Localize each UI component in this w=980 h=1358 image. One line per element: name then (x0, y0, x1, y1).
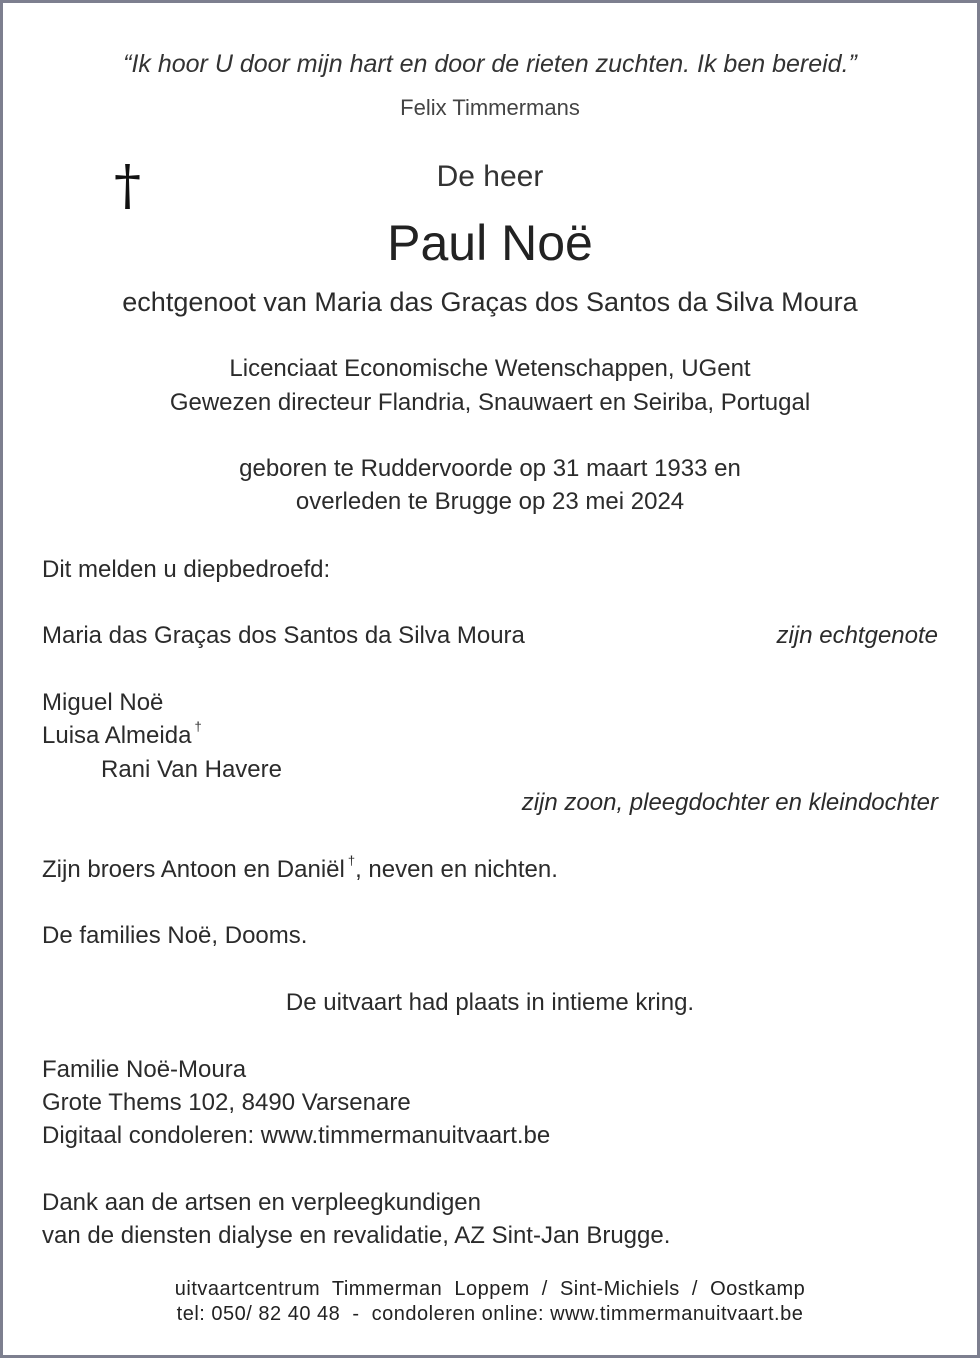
child-2-name: Luisa Almeida (42, 722, 192, 749)
former-role-line: Gewezen directeur Flandria, Snauwaert en Seiriba, Portugal (169, 389, 811, 416)
dagger-icon: † (347, 853, 356, 868)
spouse-relation: zijn echtgenote (776, 622, 938, 649)
siblings-text: Zijn broers Antoon en Daniël (42, 856, 345, 883)
birth-line: geboren te Ruddervoorde op 31 maart 1933 en (239, 455, 741, 482)
quote-text: “Ik hoor U door mijn hart en door de rieten zuchten. Ik ben bereid.” (123, 50, 857, 78)
family-address: Grote Thems 102, 8490 Varsenare (42, 1089, 411, 1116)
spouse-line: echtgenoot van Maria das Graças dos Santos da Silva Moura (122, 287, 858, 317)
dagger-icon: † (194, 719, 202, 734)
families-line: De families Noë, Dooms. (42, 922, 308, 949)
quote-author: Felix Timmermans (400, 95, 580, 120)
child-1: Miguel Noë (42, 689, 164, 716)
deceased-name: Paul Noë (387, 215, 593, 271)
thanks-line-1: Dank aan de artsen en verpleegkundigen (42, 1189, 481, 1216)
siblings-line (42, 853, 558, 884)
deceased-title: De heer (436, 160, 544, 193)
announcement-intro: Dit melden u diepbedroefd: (42, 556, 331, 583)
spouse-name: Maria das Graças dos Santos da Silva Moura (42, 622, 525, 649)
thanks-line-2: van de diensten dialyse en revalidatie, AZ Sint-Jan Brugge. (42, 1222, 671, 1249)
footer-line-1: uitvaartcentrum Timmerman Loppem / Sint-Michiels / Oostkamp (174, 1278, 806, 1300)
footer-line-2: tel: 050/ 82 40 48 - condoleren online: www.timmermanuitvaart.be (176, 1303, 804, 1325)
family-name: Familie Noë-Moura (42, 1056, 247, 1083)
siblings-text-end: , neven en nichten. (355, 856, 558, 883)
children-relation: zijn zoon, pleegdochter en kleindochter (521, 789, 938, 816)
funeral-line: De uitvaart had plaats in intieme kring. (285, 989, 695, 1016)
grandchild: Rani Van Havere (101, 756, 282, 783)
degree-line: Licenciaat Economische Wetenschappen, UGent (229, 355, 751, 382)
condolence-line: Digitaal condoleren: www.timmermanuitvaart.be (42, 1122, 551, 1149)
death-line: overleden te Brugge op 23 mei 2024 (295, 488, 685, 515)
cross-icon: † (114, 154, 141, 217)
child-2 (42, 719, 202, 750)
